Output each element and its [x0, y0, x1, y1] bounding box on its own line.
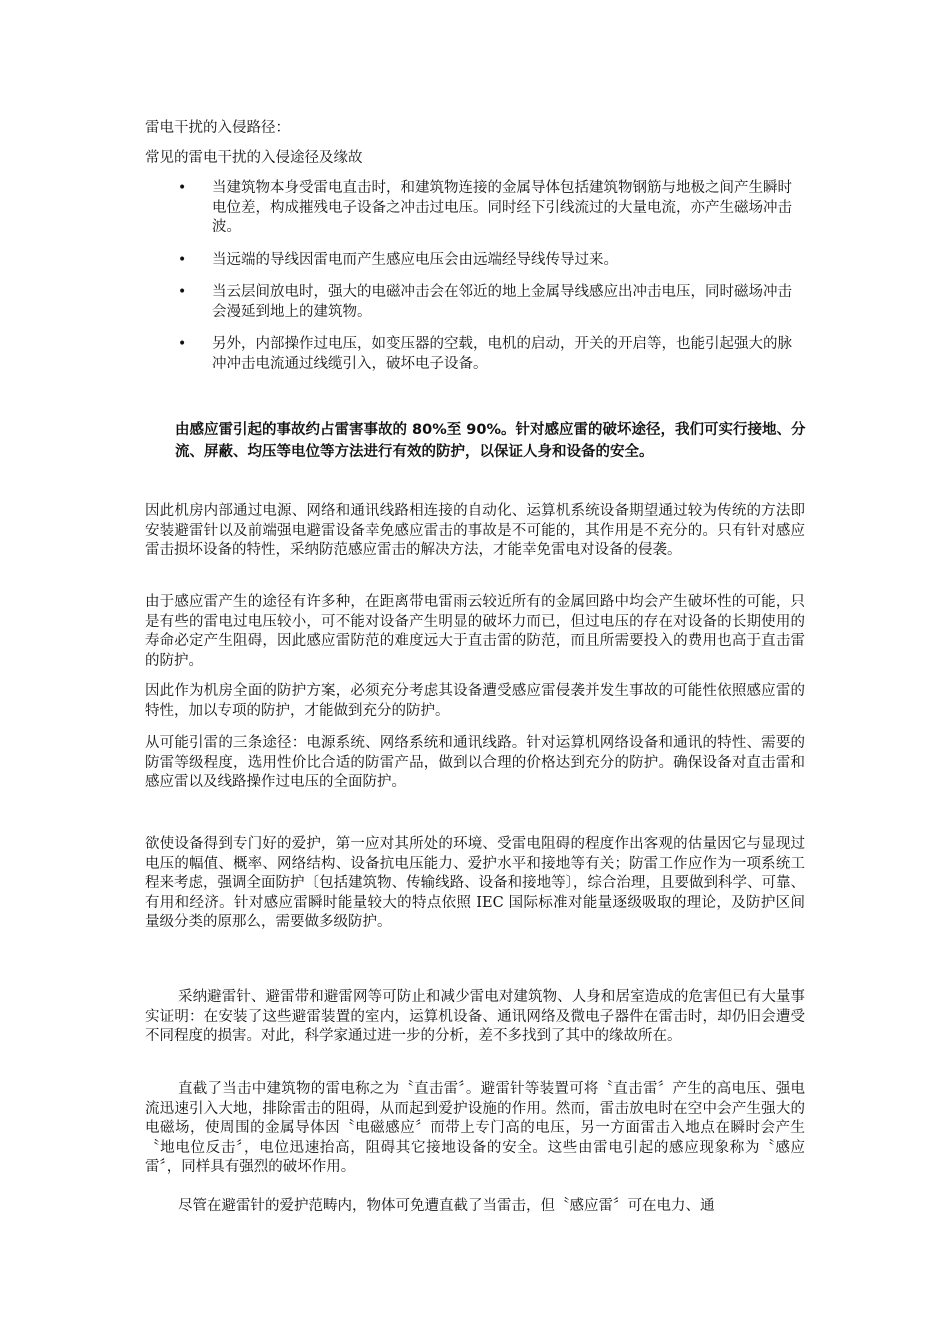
- body-paragraph: 直截了当击中建筑物的雷电称之为〝直击雷〞。避雷针等装置可将〝直击雷〞产生的高电压、强电流迅速引入大地，排除雷击的阻碍，从而起到爱护设施的作用。然而，雷击放电时在空中会产生强大的电磁场，使周围的金属导体因〝电磁感应〞而带上专门高的电压，另一方面雷击入地点在瞬时会产生〝地电位反击〞，电位迅速抬高，阻碍其它接地设备的安全。这些由雷电引起的感应现象称为〝感应雷〞，同样具有强烈的破坏作用。: [145, 1081, 805, 1176]
- body-paragraph: 因此作为机房全面的防护方案，必须充分考虑其设备遭受感应雷侵袭并发生事故的可能性依照感应雷的特性，加以专项的防护，才能做到充分的防护。: [145, 683, 805, 719]
- list-item-text: 当远端的导线因雷电而产生感应电压会由远端经导线传导过来。: [212, 251, 618, 268]
- bullet-icon: •: [178, 180, 187, 196]
- body-paragraph: 因此机房内部通过电源、网络和通讯线路相连接的自动化、运算机系统设备期望通过较为传统的方法即安装避雷针以及前端强电避雷设备幸免感应雷击的事故是不可能的，其作用是不充分的。只有针对感应雷击损坏设备的特性，采纳防范感应雷击的解决方法，才能幸免雷电对设备的侵袭。: [145, 503, 805, 559]
- body-paragraph: 从可能引雷的三条途径：电源系统、网络系统和通讯线路。针对运算机网络设备和通讯的特性、需要的防雷等级程度，选用性价比合适的防雷产品，做到以合理的价格达到充分的防护。确保设备对直击雷和感应雷以及线路操作过电压的全面防护。: [145, 735, 805, 791]
- body-paragraph: 尽管在避雷针的爱护范畴内，物体可免遭直截了当雷击，但〝感应雷〞可在电力、通: [178, 1198, 715, 1214]
- body-paragraph: 采纳避雷针、避雷带和避雷网等可防止和减少雷电对建筑物、人身和居室造成的危害但已有大量事实证明：在安装了这些避雷装置的室内，运算机设备、通讯网络及微电子器件在雷击时，却仍旧会遭受不同程度的损害。对此，科学家通过进一步的分析，差不多找到了其中的缘故所在。: [145, 989, 805, 1045]
- list-item: [178, 335, 800, 374]
- body-paragraph: 欲使设备得到专门好的爱护，第一应对其所处的环境、受雷电阻碍的程度作出客观的估量因它与显现过电压的幅值、概率、网络结构、设备抗电压能力、爱护水平和接地等有关；防雷工作应作为一项系统工程来考虑，强调全面防护〔包括建筑物、传输线路、设备和接地等〕，综合治理，且要做到科学、可靠、有用和经济。针对感应雷瞬时能量较大的特点依照 IEC 国际标准对能量逐级吸取的理论，及防护区间量级分类的原那么，需要做多级防护。: [145, 836, 805, 931]
- list-item: [178, 251, 800, 271]
- bullet-icon: •: [178, 251, 187, 268]
- list-item: [178, 283, 800, 322]
- bullet-list: [178, 179, 800, 387]
- section-subheading: 常见的雷电干扰的入侵途径及缘故: [145, 150, 363, 166]
- section-heading: 雷电干扰的入侵路径：: [145, 120, 290, 136]
- body-paragraph: 由于感应雷产生的途径有许多种，在距离带电雷雨云较近所有的金属回路中均会产生破坏性的可能，只是有些的雷电过电压较小，可不能对设备产生明显的破坏力而已，但过电压的存在对设备的长期使用的寿命必定产生阻碍，因此感应雷防范的难度远大于直击雷的防范，而且所需要投入的费用也高于直击雷的防护。: [145, 594, 805, 669]
- bullet-icon: •: [178, 284, 187, 300]
- list-item: [178, 179, 800, 238]
- bullet-icon: •: [178, 336, 187, 352]
- list-item-text: 另外，内部操作过电压，如变压器的空载，电机的启动，开关的开启等，也能引起强大的脉冲冲击电流通过线缆引入，破坏电子设备。: [212, 336, 792, 372]
- list-item-text: 当建筑物本身受雷电直击时，和建筑物连接的金属导体包括建筑物钢筋与地极之间产生瞬时电位差，构成摧残电子设备之冲击过电压。同时经下引线流过的大量电流，亦产生磁场冲击波。: [212, 180, 792, 235]
- list-item-text: 当云层间放电时，强大的电磁冲击会在邻近的地上金属导线感应出冲击电压，同时磁场冲击会漫延到地上的建筑物。: [212, 284, 792, 320]
- bold-summary-note: 由感应雷引起的事故约占雷害事故的 80%至 90%。针对感应雷的破坏途径，我们可实行接地、分流、屏蔽、均压等电位等方法进行有效的防护，以保证人身和设备的安全。: [175, 422, 806, 460]
